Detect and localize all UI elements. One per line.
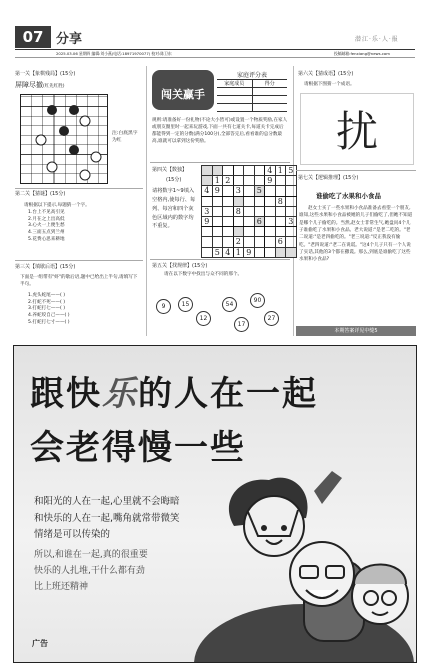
sudoku-cell[interactable] [244,216,255,226]
score-col-score: 得分 [252,80,288,87]
sudoku-cell[interactable] [265,247,276,257]
ad-paragraph-line: 快乐的人扎堆,干什么都有劲 [34,565,145,576]
sudoku-cell[interactable] [286,186,297,196]
q7-body: 赵女士买了一些水果和小食品准备去看望一个朋友,谁知,这些水果和小食品被她的儿子们偷吃了,但她不知道是哪个儿子偷吃的。当然,赵女士非常生气,她盘问4个儿子谁偷吃了水果和小食品。老大说道:"是老二吃的。"老二说道:"是老四偷吃的。"老三说道:"反正我没有偷吃。"老四说道:"老二在说谎。"这4个儿子只有一个人说了实话,其他的3个都在撒谎。那么,到底是谁偷吃了这些水果和小食品? [299,206,413,263]
saying-item: 2.打蛇不死——( ) [28,299,65,305]
riddle-item: 4.三面五点到兰州 [28,229,65,235]
sudoku-cell[interactable] [244,186,255,196]
sudoku-cell[interactable] [254,237,265,247]
sudoku-cell[interactable]: 2 [233,237,244,247]
number-circle: 15 [178,297,193,312]
number-circle: 90 [250,293,265,308]
sudoku-cell[interactable] [223,216,234,226]
sudoku-cell[interactable] [223,196,234,206]
sudoku-cell[interactable] [202,176,213,186]
saying-item: 4.养蛇咬自己——( ) [28,312,70,318]
q3-intro: 下面是一组带有"虾"的歇后语,题中已给出上半句,请填写下半句。 [20,275,138,287]
sudoku-cell[interactable] [254,196,265,206]
score-table [217,70,287,112]
sudoku-cell[interactable] [265,216,276,226]
page-number-badge: 07 [15,26,51,48]
sudoku-cell[interactable] [202,237,213,247]
sudoku-cell[interactable]: 4 [223,247,234,257]
ad-paragraph-line: 所以,和谁在一起,真的很重要 [34,550,148,560]
q6-title: 第六关【猜成语】(15分) [298,71,354,77]
sudoku-cell[interactable] [244,166,255,176]
riddle-item: 1.台上不见高引见 [28,210,65,215]
sudoku-cell[interactable] [233,216,244,226]
sudoku-cell[interactable] [233,176,244,186]
sudoku-cell[interactable]: 9 [202,216,213,226]
game-logo-text: 闯关赢手 [161,88,205,101]
sudoku-cell[interactable]: 4 [265,166,276,176]
sudoku-cell[interactable]: 2 [223,176,234,186]
sudoku-cell[interactable]: 1 [233,247,244,257]
sudoku-cell[interactable] [202,247,213,257]
ad-headline-1a: 跟快 [30,374,102,414]
score-col-member: 家庭成员 [224,81,245,87]
q4-text: 请将数字1~9填入空格内,使每行、每列、每宫和四个灰色区域内的数字均不重复。 [152,188,196,230]
idiom-image [300,93,414,165]
sudoku-cell[interactable]: 8 [275,196,286,206]
sudoku-cell[interactable] [254,227,265,237]
sudoku-cell[interactable] [244,237,255,247]
number-circle: 17 [234,317,249,332]
chess-board [20,94,108,184]
q2-intro: 请根据以下提示,每题猜一个字。 [24,203,90,208]
sudoku-cell[interactable]: 9 [244,247,255,257]
sudoku-cell[interactable] [212,206,223,216]
q5-text: 请在以下数字中找出与众不同的那个。 [164,272,243,277]
sudoku-cell[interactable] [265,186,276,196]
saying-item: 5.打蛇打七寸——( ) [28,319,70,325]
q1-heading: 屏障尽撤 [15,81,43,89]
sudoku-cell[interactable] [202,166,213,176]
sudoku-cell[interactable] [212,227,223,237]
sudoku-cell[interactable]: 3 [202,206,213,216]
sudoku-cell[interactable]: 6 [275,237,286,247]
ad-paragraph-line: 比上班还精神 [34,581,89,592]
saying-item: 3.打蛇打七——( ) [28,306,65,312]
sudoku-cell[interactable]: 6 [254,216,265,226]
sudoku-cell[interactable] [254,206,265,216]
q1-side-note: 注:白底黑字为红 [112,131,138,144]
sudoku-cell[interactable]: 1 [212,176,223,186]
sudoku-cell[interactable] [233,227,244,237]
sudoku-cell[interactable] [275,216,286,226]
sudoku-cell[interactable]: 9 [265,176,276,186]
sudoku-cell[interactable] [212,237,223,247]
number-circle: 12 [196,311,211,326]
ad-headline-1c: 的人在一起 [138,374,318,414]
sudoku-cell[interactable]: 9 [212,186,223,196]
q1-title: 第一关【象棋残局】(15分) [15,71,76,77]
number-circle: 54 [222,297,237,312]
sudoku-cell[interactable] [212,166,223,176]
contact-email: 投稿邮箱:fenxiang@news.com [334,51,390,56]
ad-headline-2: 会老得慢一些 [30,428,246,468]
sudoku-cell[interactable] [265,206,276,216]
q4-score: (15分) [166,177,182,183]
answer-footer: 本期答案详见中缝5 [296,326,416,336]
idiom-char: 扰 [335,107,378,156]
number-circle: 9 [156,299,171,314]
sudoku-cell[interactable] [223,166,234,176]
sudoku-cell[interactable] [275,227,286,237]
sudoku-cell[interactable] [265,196,276,206]
sudoku-cell[interactable] [202,196,213,206]
score-table-title: 家庭评分表 [217,70,287,80]
section-title: 分享 [56,32,83,47]
sudoku-cell[interactable] [244,227,255,237]
sudoku-cell[interactable] [265,237,276,247]
riddle-item: 3.心火一上便生愁 [28,223,65,229]
q1-heading-sub: (红先红胜) [43,84,65,89]
sudoku-cell[interactable] [275,186,286,196]
issue-info: 2025.03.06 星期四 编辑:刘小燕(电话:18971970077) 校对:陈卫东 [56,51,172,56]
sudoku-cell[interactable] [202,227,213,237]
sudoku-cell[interactable]: 3 [286,216,297,226]
sudoku-cell[interactable]: 4 [202,186,213,196]
rules-text: 规则:请准备好一份礼物(不论大小皆可)或设置一个物质奖励,在家人或朋友圈里时一起来玩游戏,下面一共有七道关卡,每道关卡完成后都能得到一定的分数(满分100分),全部答完后,看看谁的总分数最高,谁就可以拿到这份奖励。 [152,118,288,145]
sudoku-cell[interactable] [212,216,223,226]
riddle-item: 5.花费心思来耕地 [28,236,65,242]
sudoku-cell[interactable] [286,206,297,216]
q2-title: 第二关【猜谜】(15分) [15,191,66,197]
q5-title: 第五关【找规律】(15分) [152,263,208,269]
sudoku-cell[interactable]: 8 [233,206,244,216]
brand-logo: 潜江·乐·人·报 [355,36,399,43]
sudoku-cell[interactable] [275,176,286,186]
sudoku-cell[interactable]: 5 [286,166,297,176]
q4-title: 第四关【数独】 [152,167,188,173]
sudoku-cell[interactable] [286,247,297,257]
sudoku-cell[interactable]: 3 [233,186,244,196]
sudoku-cell[interactable] [286,237,297,247]
game-logo [152,70,214,110]
q6-text: 请根据下图猜一个成语。 [304,82,355,87]
q7-story-title: 谁偷吃了水果和小食品 [316,192,381,200]
riddle-item: 2.月在之上出高低 [28,216,65,222]
sudoku-cell[interactable]: 5 [254,186,265,196]
sudoku-cell[interactable] [223,227,234,237]
sudoku-cell[interactable]: 5 [212,247,223,257]
sudoku-cell[interactable] [223,206,234,216]
sudoku-cell[interactable]: 1 [275,166,286,176]
ad-frame [13,345,417,663]
sudoku-cell[interactable] [244,176,255,186]
ad-headline-accent: 乐 [102,374,138,414]
q7-title: 第七关【逻辑推理】(15分) [298,175,359,181]
ad-label: 广告 [32,639,48,648]
sudoku-grid [201,165,297,258]
sudoku-cell[interactable] [254,247,265,257]
number-circles [150,285,290,335]
sudoku-cell[interactable] [286,176,297,186]
ad-paragraph-line: 和阳光的人在一起,心里就不会晦暗 [34,496,180,507]
sudoku-cell[interactable] [233,166,244,176]
sudoku-cell[interactable] [254,176,265,186]
sudoku-cell[interactable] [244,206,255,216]
sudoku-cell[interactable] [233,196,244,206]
sudoku-cell[interactable] [275,247,286,257]
sudoku-cell[interactable] [275,206,286,216]
sudoku-cell[interactable] [223,237,234,247]
ad-paragraph-line: 情绪是可以传染的 [34,529,111,541]
sudoku-cell[interactable] [286,196,297,206]
number-circle: 27 [264,311,279,326]
elderly-couple-illustration [194,466,416,662]
sudoku-cell[interactable] [265,227,276,237]
sudoku-cell[interactable] [223,186,234,196]
q3-title: 第三关【填歇后语】(15分) [15,264,76,270]
saying-item: 1.虎头蛇尾——( ) [28,293,65,298]
sudoku-cell[interactable] [244,196,255,206]
sudoku-cell[interactable] [286,227,297,237]
sudoku-cell[interactable] [212,196,223,206]
sudoku-cell[interactable] [254,166,265,176]
ad-paragraph-line: 和快乐的人在一起,嘴角就常带微笑 [34,512,180,524]
